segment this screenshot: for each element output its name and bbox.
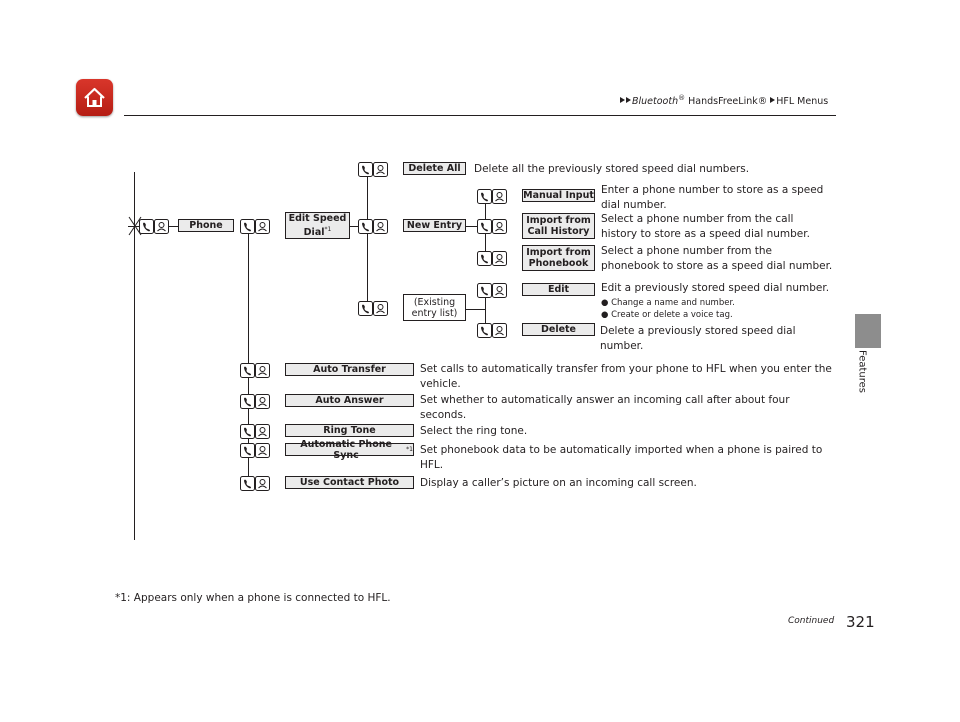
import-phonebook-description-line-1: Select a phone number from the [601, 245, 773, 257]
import-phonebook-menu-item[interactable] [522, 245, 595, 271]
edit-speed-dial-buttons [240, 219, 270, 234]
auto-transfer-menu-item[interactable]: Auto Transfer [285, 363, 414, 376]
continued-label: Continued [788, 616, 835, 626]
automatic-phone-sync-buttons [240, 443, 270, 458]
ring-tone-menu-item[interactable]: Ring Tone [285, 424, 414, 437]
import-phonebook-buttons [477, 251, 507, 266]
phone-menu-item[interactable]: Phone [178, 219, 234, 232]
use-contact-photo-buttons [240, 476, 270, 491]
edit-speed-dial-menu-item[interactable] [285, 212, 350, 239]
talk-icon [255, 394, 270, 409]
features-tab-label: Features [856, 350, 868, 393]
phone-pickup-icon [477, 283, 492, 298]
delete-all-buttons [358, 162, 388, 177]
phone-pickup-icon [240, 476, 255, 491]
manual-input-description [601, 183, 823, 213]
talk-icon [255, 363, 270, 378]
ring-tone-description: Select the ring tone. [420, 425, 528, 437]
delete-description-line-2: number. [600, 340, 644, 352]
edit-buttons [477, 283, 507, 298]
import-phonebook-description-line-2: phonebook to store as a speed dial number. [601, 260, 833, 272]
phone-pickup-icon [240, 394, 255, 409]
new-entry-buttons [358, 219, 388, 234]
phone-pickup-icon [477, 189, 492, 204]
automatic-phone-sync-description [420, 443, 822, 473]
page-number: 321 [846, 613, 875, 631]
auto-transfer-description-line-1: Set calls to automatically transfer from your phone to HFL when you enter the [420, 363, 832, 375]
import-phonebook-label-1: Import from [526, 247, 591, 258]
edit-bullet-2: ● Create or delete a voice tag. [601, 310, 733, 320]
phone-pickup-icon [240, 219, 255, 234]
existing-entry-list-item[interactable] [403, 294, 466, 321]
automatic-phone-sync-label: Automatic Phone Sync [300, 438, 392, 461]
existing-entry-connector [466, 309, 485, 310]
edit-speed-dial-label-2: Dial [303, 227, 325, 239]
automatic-phone-sync-description-line-1: Set phonebook data to be automatically imported when a phone is paired to [420, 444, 823, 456]
auto-answer-buttons [240, 394, 270, 409]
manual-input-description-line-2: dial number. [601, 199, 667, 211]
delete-buttons [477, 323, 507, 338]
breadcrumb-bluetooth: Bluetooth [632, 96, 679, 108]
talk-icon [373, 301, 388, 316]
root-buttons [139, 219, 169, 234]
import-call-history-description-line-2: history to store as a speed dial number. [601, 228, 810, 240]
edit-bullet-2-text: Create or delete a voice tag. [611, 310, 733, 320]
talk-icon [373, 219, 388, 234]
breadcrumb-hfl-menus: HFL Menus [776, 96, 829, 108]
auto-transfer-description-line-2: vehicle. [420, 378, 461, 390]
talk-icon [492, 189, 507, 204]
talk-icon [154, 219, 169, 234]
auto-transfer-buttons [240, 363, 270, 378]
auto-answer-description [420, 393, 790, 423]
automatic-phone-sync-description-line-2: HFL. [420, 459, 444, 471]
phone-pickup-icon [240, 424, 255, 439]
delete-description-line-1: Delete a previously stored speed dial [600, 325, 796, 337]
footnote-marker: *1 [406, 446, 413, 453]
auto-answer-menu-item[interactable]: Auto Answer [285, 394, 414, 407]
automatic-phone-sync-menu-item[interactable] [285, 438, 414, 461]
edit-speed-dial-label-1: Edit Speed [288, 212, 347, 224]
edit-menu-item[interactable]: Edit [522, 283, 595, 296]
home-icon [81, 84, 108, 111]
breadcrumb [620, 94, 828, 107]
footnote: *1: Appears only when a phone is connected to HFL. [115, 592, 391, 604]
auto-answer-description-line-2: seconds. [420, 409, 467, 421]
phone-pickup-icon [477, 323, 492, 338]
home-button[interactable] [76, 79, 113, 116]
manual-input-description-line-1: Enter a phone number to store as a speed [601, 184, 824, 196]
auto-answer-description-line-1: Set whether to automatically answer an incoming call after about four [420, 394, 790, 406]
existing-entry-label-1: (Existing [413, 296, 456, 308]
talk-icon [492, 219, 507, 234]
delete-menu-item[interactable]: Delete [522, 323, 595, 336]
import-phonebook-label-2: Phonebook [528, 258, 589, 269]
breadcrumb-handsfreelink: HandsFreeLink® [685, 96, 768, 108]
talk-icon [492, 251, 507, 266]
import-call-history-label-1: Import from [526, 215, 591, 226]
edit-bullet-1-text: Change a name and number. [611, 298, 735, 308]
use-contact-photo-description: Display a caller’s picture on an incoming call screen. [420, 477, 697, 489]
phone-pickup-icon [477, 251, 492, 266]
phone-pickup-icon [358, 219, 373, 234]
talk-icon [492, 323, 507, 338]
delete-all-menu-item[interactable]: Delete All [403, 162, 466, 175]
header-rule [124, 115, 836, 116]
import-call-history-menu-item[interactable] [522, 213, 595, 239]
import-call-history-description [601, 212, 810, 242]
import-call-history-description-line-1: Select a phone number from the call [601, 213, 794, 225]
import-phonebook-description [601, 244, 832, 274]
manual-input-menu-item[interactable]: Manual Input [523, 190, 594, 201]
talk-icon [255, 424, 270, 439]
breadcrumb-reg: ® [678, 94, 686, 102]
phone-pickup-icon [240, 443, 255, 458]
new-entry-menu-item[interactable]: New Entry [403, 219, 466, 232]
auto-transfer-description [420, 362, 832, 392]
phone-pickup-icon [358, 162, 373, 177]
phone-pickup-icon [358, 301, 373, 316]
existing-entry-buttons [358, 301, 388, 316]
import-call-history-label-2: Call History [527, 226, 590, 237]
phone-pickup-icon [139, 219, 154, 234]
talk-icon [492, 283, 507, 298]
delete-all-description: Delete all the previously stored speed dial numbers. [474, 163, 750, 175]
edit-description: Edit a previously stored speed dial number. [601, 282, 830, 294]
phone-pickup-icon [240, 363, 255, 378]
manual-input-buttons [477, 189, 507, 204]
phone-pickup-icon [477, 219, 492, 234]
import-call-history-buttons [477, 219, 507, 234]
talk-icon [373, 162, 388, 177]
talk-icon [255, 443, 270, 458]
talk-icon [255, 476, 270, 491]
edit-bullet-1: ● Change a name and number. [601, 298, 735, 308]
footnote-marker: *1 [324, 225, 332, 233]
use-contact-photo-menu-item[interactable]: Use Contact Photo [285, 476, 414, 489]
speed-dial-branch-line [367, 176, 368, 308]
existing-entry-label-2: entry list) [411, 307, 458, 319]
ring-tone-buttons [240, 424, 270, 439]
delete-description [600, 324, 796, 354]
talk-icon [255, 219, 270, 234]
